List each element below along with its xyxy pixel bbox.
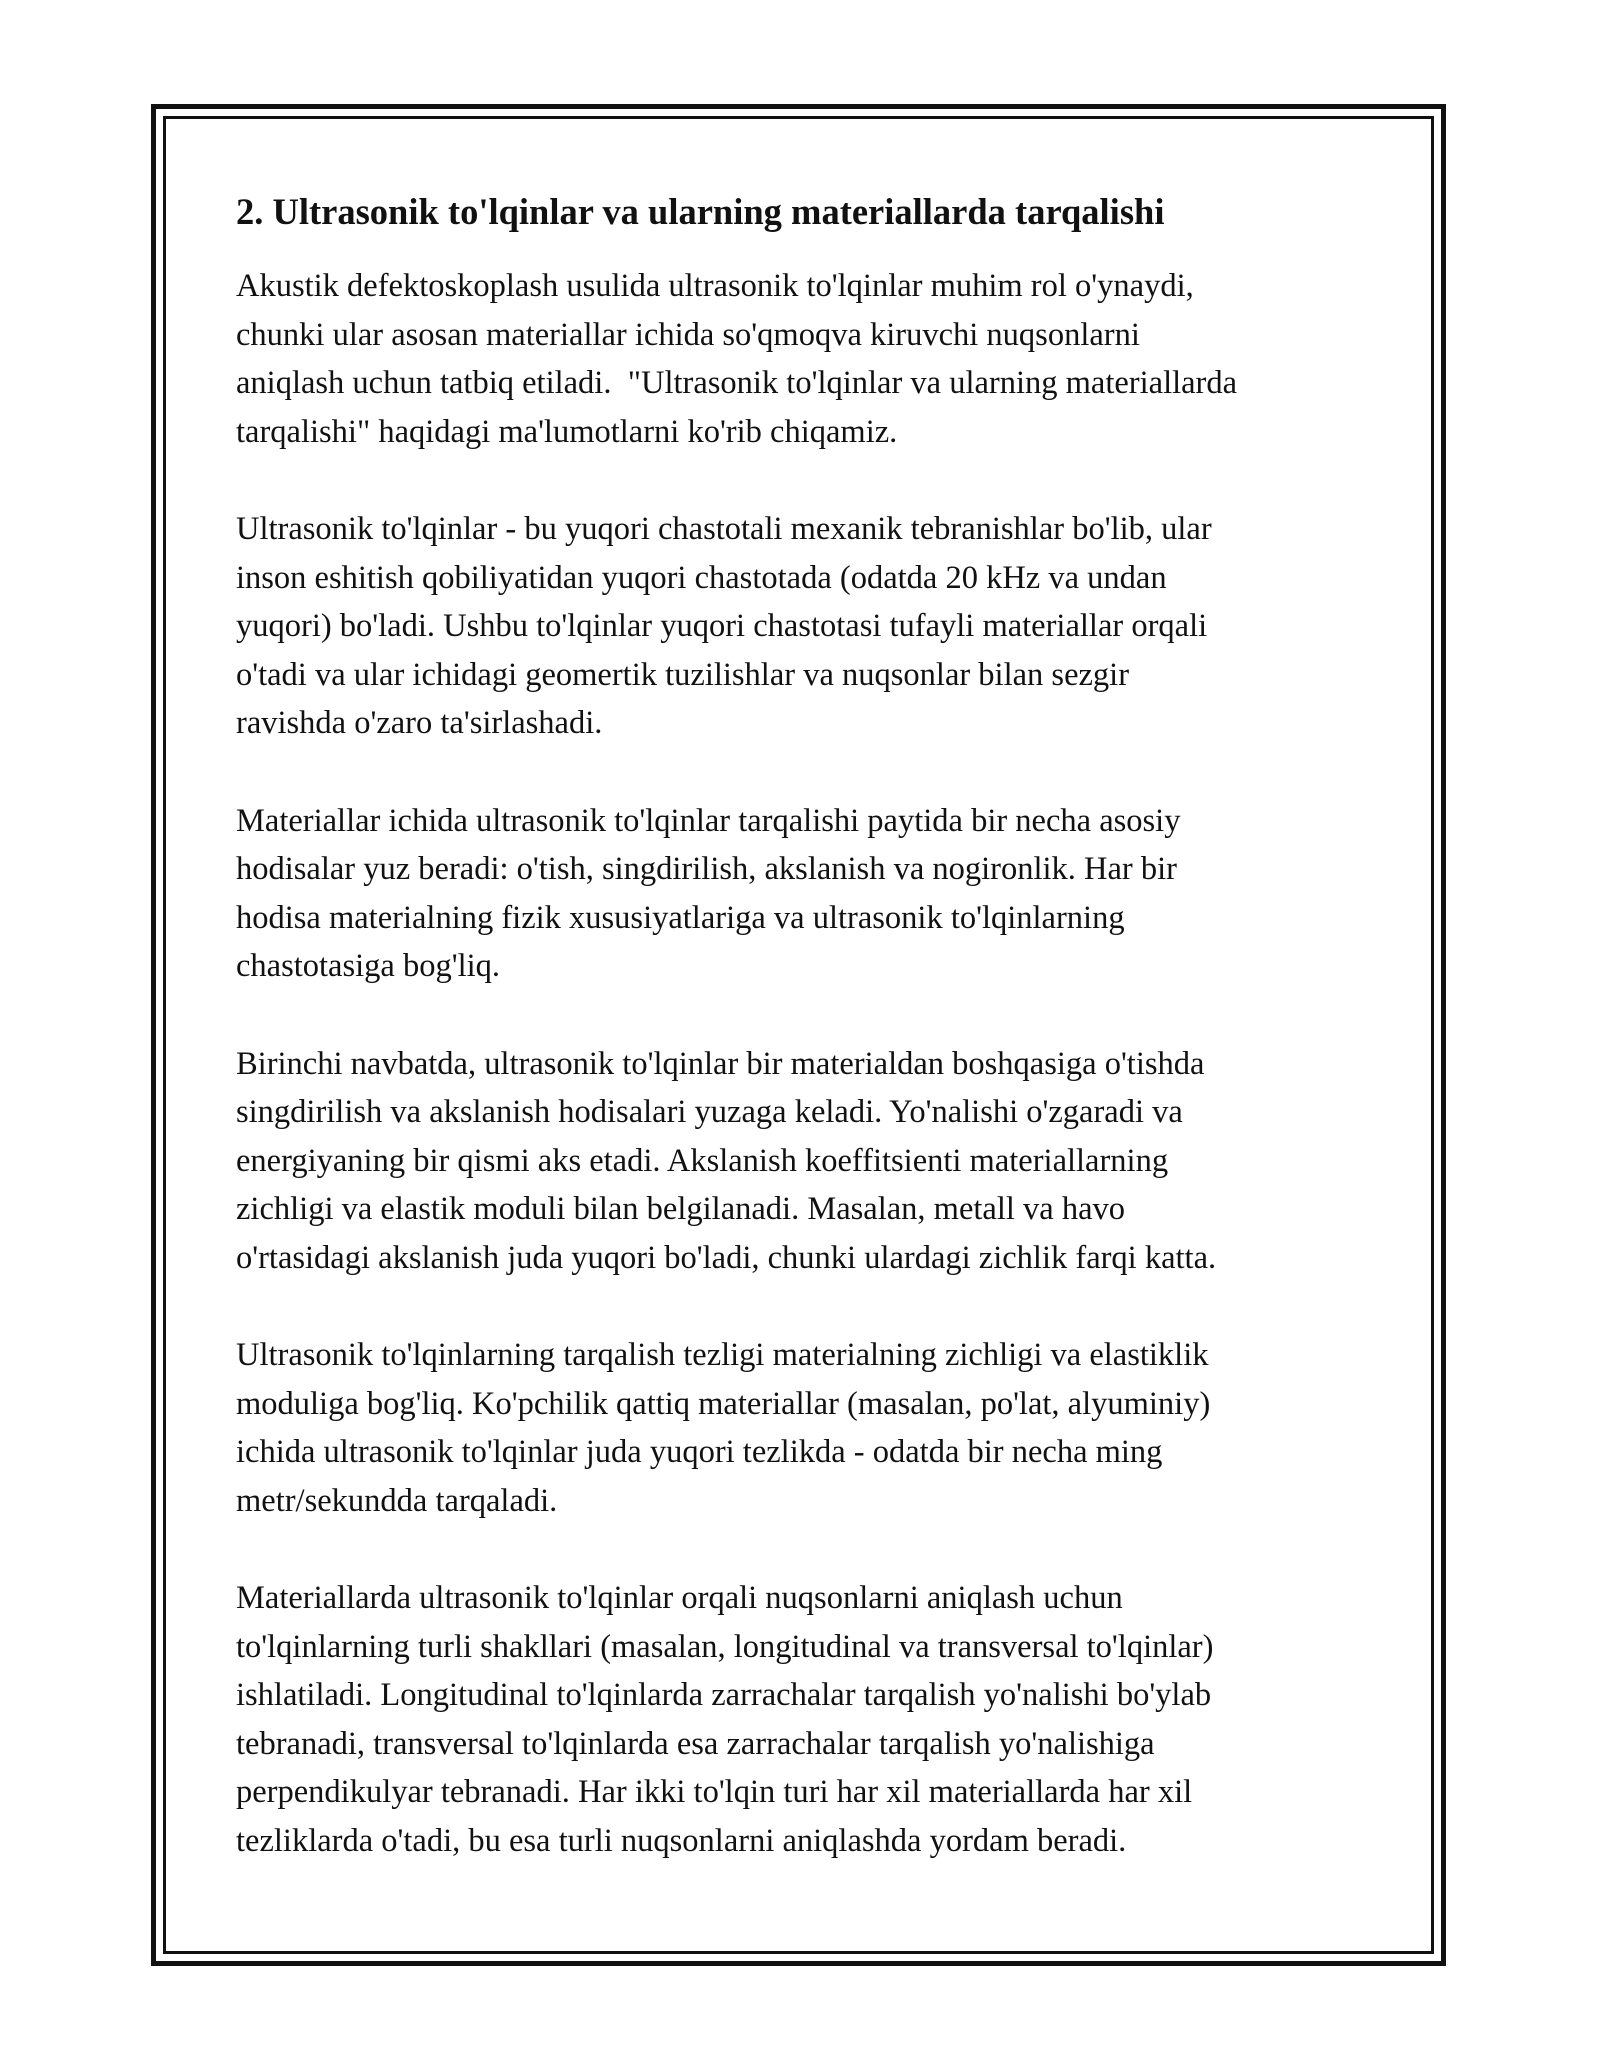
paragraph-line: to'lqinlarning turli shakllari (masalan, longitudinal va transversal to'lqinlar) xyxy=(236,1628,1214,1665)
paragraph-line: chastotasiga bog'liq. xyxy=(236,948,500,985)
section-heading: 2. Ultrasonik to'lqinlar va ularning materiallarda tarqalishi xyxy=(236,191,1165,232)
paragraph-line: zichligi va elastik moduli bilan belgilanadi. Masalan, metall va havo xyxy=(236,1191,1125,1228)
paragraph-line: hodisalar yuz beradi: o'tish, singdirilish, akslanish va nogironlik. Har bir xyxy=(236,851,1177,888)
paragraph xyxy=(236,505,1376,748)
paragraph-line: yuqori) bo'ladi. Ushbu to'lqinlar yuqori chastotasi tufayli materiallar orqali xyxy=(236,608,1208,645)
paragraph-line: tezliklarda o'tadi, bu esa turli nuqsonlarni aniqlashda yordam beradi. xyxy=(236,1823,1127,1859)
paragraph-line: aniqlash uchun tatbiq etiladi. "Ultrasonik to'lqinlar va ularning materiallarda xyxy=(236,365,1238,402)
paragraph-line: tarqalishi" haqidagi ma'lumotlarni ko'rib chiqamiz. xyxy=(236,413,898,450)
paragraph-line: Materiallarda ultrasonik to'lqinlar orqali nuqsonlarni aniqlash uchun xyxy=(236,1580,1123,1617)
paragraph xyxy=(236,262,1376,456)
paragraph-line: ichida ultrasonik to'lqinlar juda yuqori tezlikda - odatda bir necha ming xyxy=(236,1434,1163,1471)
document-body xyxy=(236,188,1376,1914)
paragraph xyxy=(236,797,1376,991)
paragraph-line: perpendikulyar tebranadi. Har ikki to'lqin turi har xil materiallarda har xil xyxy=(236,1774,1193,1811)
paragraph-line: ishlatiladi. Longitudinal to'lqinlarda zarrachalar tarqalish yo'nalishi bo'ylab xyxy=(236,1677,1212,1714)
paragraph xyxy=(236,1331,1376,1525)
paragraph-line: o'rtasidagi akslanish juda yuqori bo'ladi, chunki ulardagi zichlik farqi katta. xyxy=(236,1239,1217,1276)
paragraph-line: inson eshitish qobiliyatidan yuqori chastotada (odatda 20 kHz va undan xyxy=(236,559,1167,596)
paragraph-line: moduliga bog'liq. Ko'pchilik qattiq materiallar (masalan, po'lat, alyuminiy) xyxy=(236,1385,1211,1422)
paragraph-line: Ultrasonik to'lqinlarning tarqalish tezligi materialning zichligi va elastiklik xyxy=(236,1337,1209,1374)
paragraph-line: Akustik defektoskoplash usulida ultrasonik to'lqinlar muhim rol o'ynaydi, xyxy=(236,268,1194,304)
paragraph-line: Materiallar ichida ultrasonik to'lqinlar tarqalishi paytida bir necha asosiy xyxy=(236,802,1181,839)
paragraph-line: energiyaning bir qismi aks etadi. Akslanish koeffitsienti materiallarning xyxy=(236,1142,1169,1179)
paragraph-line: Birinchi navbatda, ultrasonik to'lqinlar bir materialdan boshqasiga o'tishda xyxy=(236,1045,1205,1082)
paragraph-line: o'tadi va ular ichidagi geomertik tuzilishlar va nuqsonlar bilan sezgir xyxy=(236,656,1130,693)
paragraph-line: metr/sekundda tarqaladi. xyxy=(236,1482,558,1519)
paragraph-list xyxy=(236,262,1376,1866)
paragraph-line: tebranadi, transversal to'lqinlarda esa zarrachalar tarqalish yo'nalishiga xyxy=(236,1725,1155,1762)
paragraph xyxy=(236,1574,1376,1866)
paragraph-line: ravishda o'zaro ta'sirlashadi. xyxy=(236,705,603,742)
paragraph-line: chunki ular asosan materiallar ichida so'qmoqva kiruvchi nuqsonlarni xyxy=(236,316,1140,353)
paragraph-line: hodisa materialning fizik xususiyatlariga va ultrasonik to'lqinlarning xyxy=(236,899,1125,936)
paragraph-line: singdirilish va akslanish hodisalari yuzaga keladi. Yo'nalishi o'zgaradi va xyxy=(236,1094,1183,1131)
paragraph-line: Ultrasonik to'lqinlar - bu yuqori chastotali mexanik tebranishlar bo'lib, ular xyxy=(236,510,1212,547)
paragraph xyxy=(236,1040,1376,1283)
